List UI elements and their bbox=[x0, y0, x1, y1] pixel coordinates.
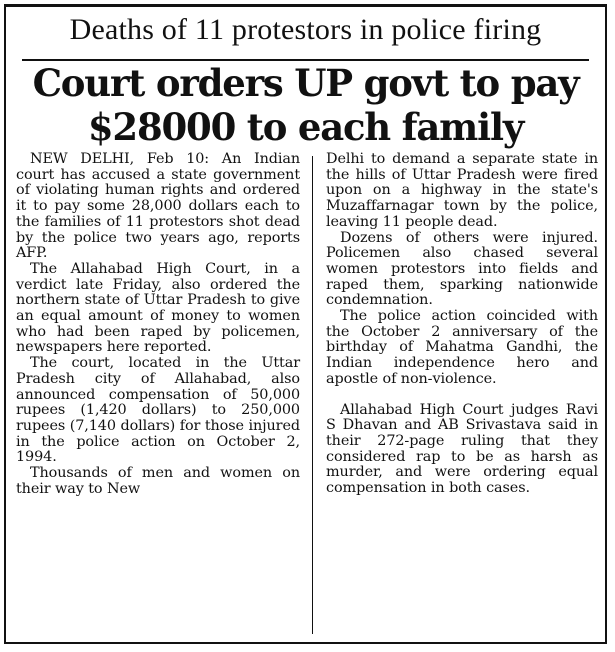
paragraph: Dozens of others were injured. Policemen also chased several women protestors into fields and raped them, sparking nationwide condemnation. bbox=[326, 229, 598, 309]
column-left bbox=[16, 152, 300, 497]
news-clipping bbox=[4, 4, 607, 644]
paragraph: The police action coincided with the October 2 anniversary of the birthday of Mahatma Gandhi, the Indian independence hero and apostle of non-violence. bbox=[326, 308, 598, 387]
paragraph: Allahabad High Court judges Ravi S Dhavan and AB Srivastava said in their 272-page ruling that they considered rap to be as harsh as murder, and were ordering equal compensation in both cases. bbox=[326, 401, 598, 497]
main-headline bbox=[6, 61, 605, 149]
paragraph: Thousands of men and women on their way to New bbox=[16, 465, 300, 497]
headline-line-1: Court orders UP govt to pay bbox=[32, 61, 579, 105]
kicker-headline: Deaths of 11 protestors in police firing bbox=[69, 13, 542, 46]
top-rule bbox=[6, 4, 605, 7]
paragraph: Delhi to demand a separate state in the hills of Uttar Pradesh were fired upon on a highway in the state's Muzaffarnagar town by the police, leaving 11 people dead. bbox=[326, 151, 598, 230]
column-divider bbox=[312, 156, 313, 634]
column-right bbox=[326, 152, 598, 497]
paragraph: The court, located in the Uttar Pradesh city of Allahabad, also announced compensation of 50,000 rupees (1,420 dollars) to 250,000 rupees (7,140 dollars) for those injured in the police action on October 2, 1994. bbox=[16, 355, 300, 466]
lead-paragraph bbox=[16, 152, 300, 262]
lead-text: An Indian court has accused a state government of violating human rights and ordered it to pay some 28,000 dollars each to the families of 11 protestors shot dead by the police two years ago, reports AFP. bbox=[16, 151, 300, 262]
dateline: NEW DELHI, Feb 10: bbox=[30, 151, 210, 167]
paragraph: The Allahabad High Court, in a verdict late Friday, also ordered the northern state of Uttar Pradesh to give an equal amount of money to women who had been raped by policemen, newspapers here reported. bbox=[16, 260, 300, 356]
headline-line-2: $28000 to each family bbox=[87, 105, 524, 149]
